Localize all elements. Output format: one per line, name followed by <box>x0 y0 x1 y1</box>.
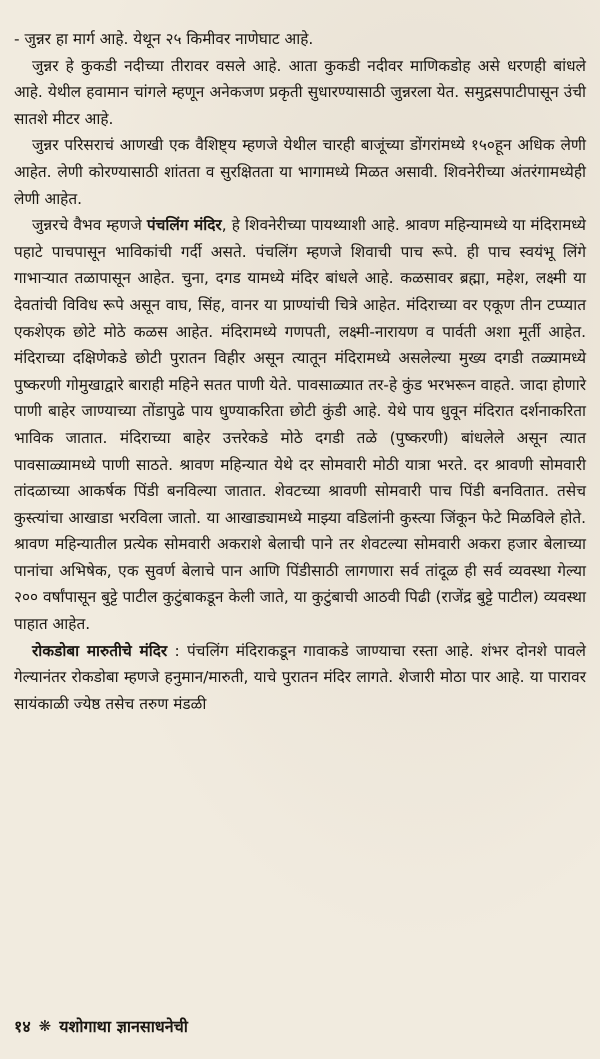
paragraph-5-body: : पंचलिंग मंदिराकडून गावाकडे जाण्याचा रस्ता आहे. शंभर दोनशे पावले गेल्यानंतर रोकडोबा म्हणजे हनुमान/मारुती, याचे पुरातन मंदिर लागते. शेजारी मोठा पार आहे. या पारावर सायंकाळी ज्येष्ठ तसेच तरुण मंडळी <box>14 641 586 713</box>
paragraph-4-body: , हे शिवनेरीच्या पायथ्याशी आहे. श्रावण महिन्यामध्ये या मंदिरामध्ये पहाटे पाचपासून भाविकांची गर्दी असते. पंचलिंग म्हणजे शिवाची पाच रूपे. ही पाच स्वयंभू लिंगे गाभाऱ्यात तळापासून आहेत. चुना, दगड यामध्ये मंदिर बांधले आहे. कळसावर ब्रह्मा, महेश, लक्ष्मी या देवतांची विविध रूपे असून वाघ, सिंह, वानर या प्राण्यांची चित्रे आहेत. मंदिराच्या वर एकूण तीन टप्प्यात एकशेएक छोटे मोठे कळस आहेत. मंदिरामध्ये गणपती, लक्ष्मी-नारायण व पार्वती अशा मूर्ती आहेत. मंदिराच्या दक्षिणेकडे छोटी पुरातन विहीर असून त्यातून मंदिरामध्ये असलेल्या मुख्य दगडी तळ्यामध्ये पुष्करणी गोमुखाद्वारे बाराही महिने सतत पाणी येते. पावसाळ्यात तर-हे कुंड भरभरून वाहते. जादा होणारे पाणी बाहेर जाण्याच्या तोंडापुढे पाय धुण्याकरिता छोटी कुंडी आहे. येथे पाय धुवून मंदिरात दर्शनाकरिता भाविक जातात. मंदिराच्या बाहेर उत्तरेकडे मोठे दगडी तळे (पुष्करणी) बांधलेले असून त्यात पावसाळ्यामध्ये पाणी साठते. श्रावण महिन्यात येथे दर सोमवारी मोठी यात्रा भरते. दर श्रावणी सोमवारी तांदळाच्या आकर्षक पिंडी बनविल्या जातात. शेवटच्या श्रावणी सोमवारी पाच पिंडी बनवितात. तसेच कुस्त्यांचा आखाडा भरविला जातो. या आखाड्यामध्ये माझ्या वडिलांनी कुस्त्या जिंकून फेटे मिळविले होते. श्रावण महिन्यातील प्रत्येक सोमवारी अकराशे बेलाची पाने तर शेवटल्या सोमवारी अकरा हजार बेलाच्या पानांचा अभिषेक, एक सुवर्ण बेलाचे पान आणि पिंडीसाठी लागणारा सर्व तांदूळ ही सर्व व्यवस्था गेल्या २०० वर्षांपासून बुट्टे पाटील कुटुंबाकडून केली जाते, या कुटुंबाची आठवी पिढी (राजेंद्र बुट्टे पाटील) व्यवस्था पाहात आहेत. <box>14 216 586 634</box>
paragraph-2: जुन्नर हे कुकडी नदीच्या तीरावर वसले आहे. आता कुकडी नदीवर माणिकडोह असे धरणही बांधले आहे. येथील हवामान चांगले म्हणून अनेकजण प्रकृती सुधारण्यासाठी जुन्नरला येत. समुद्रसपाटीपासून उंची सातशे मीटर आहे. <box>14 56 586 128</box>
paragraph-5 <box>14 638 586 718</box>
body-text <box>14 26 586 717</box>
paragraph-4 <box>14 212 586 638</box>
page-footer <box>14 1015 188 1037</box>
paragraph-4-lead: जुन्नरचे वैभव म्हणजे <box>32 216 147 235</box>
book-title: यशोगाथा ज्ञानसाधनेची <box>59 1017 188 1036</box>
paragraph-3: जुन्नर परिसराचं आणखी एक वैशिष्ट्य म्हणजे येथील चारही बाजूंच्या डोंगरांमध्ये १५०हून अधिक लेणी आहेत. लेणी कोरण्यासाठी शांतता व सुरक्षितता या भागामध्ये मिळत असावी. शिवनेरीच्या अंतरंगामध्येही लेणी आहेत. <box>14 136 586 208</box>
paragraph-1: - जुन्नर हा मार्ग आहे. येथून २५ किमीवर नाणेघाट आहे. <box>14 30 314 48</box>
panchaling-temple-heading: पंचलिंग मंदिर <box>146 216 222 235</box>
rokdoba-temple-heading: रोकडोबा मारुतीचे मंदिर <box>32 641 168 660</box>
ornament-icon: ❋ <box>38 1017 52 1035</box>
page-number: १४ <box>14 1017 31 1036</box>
